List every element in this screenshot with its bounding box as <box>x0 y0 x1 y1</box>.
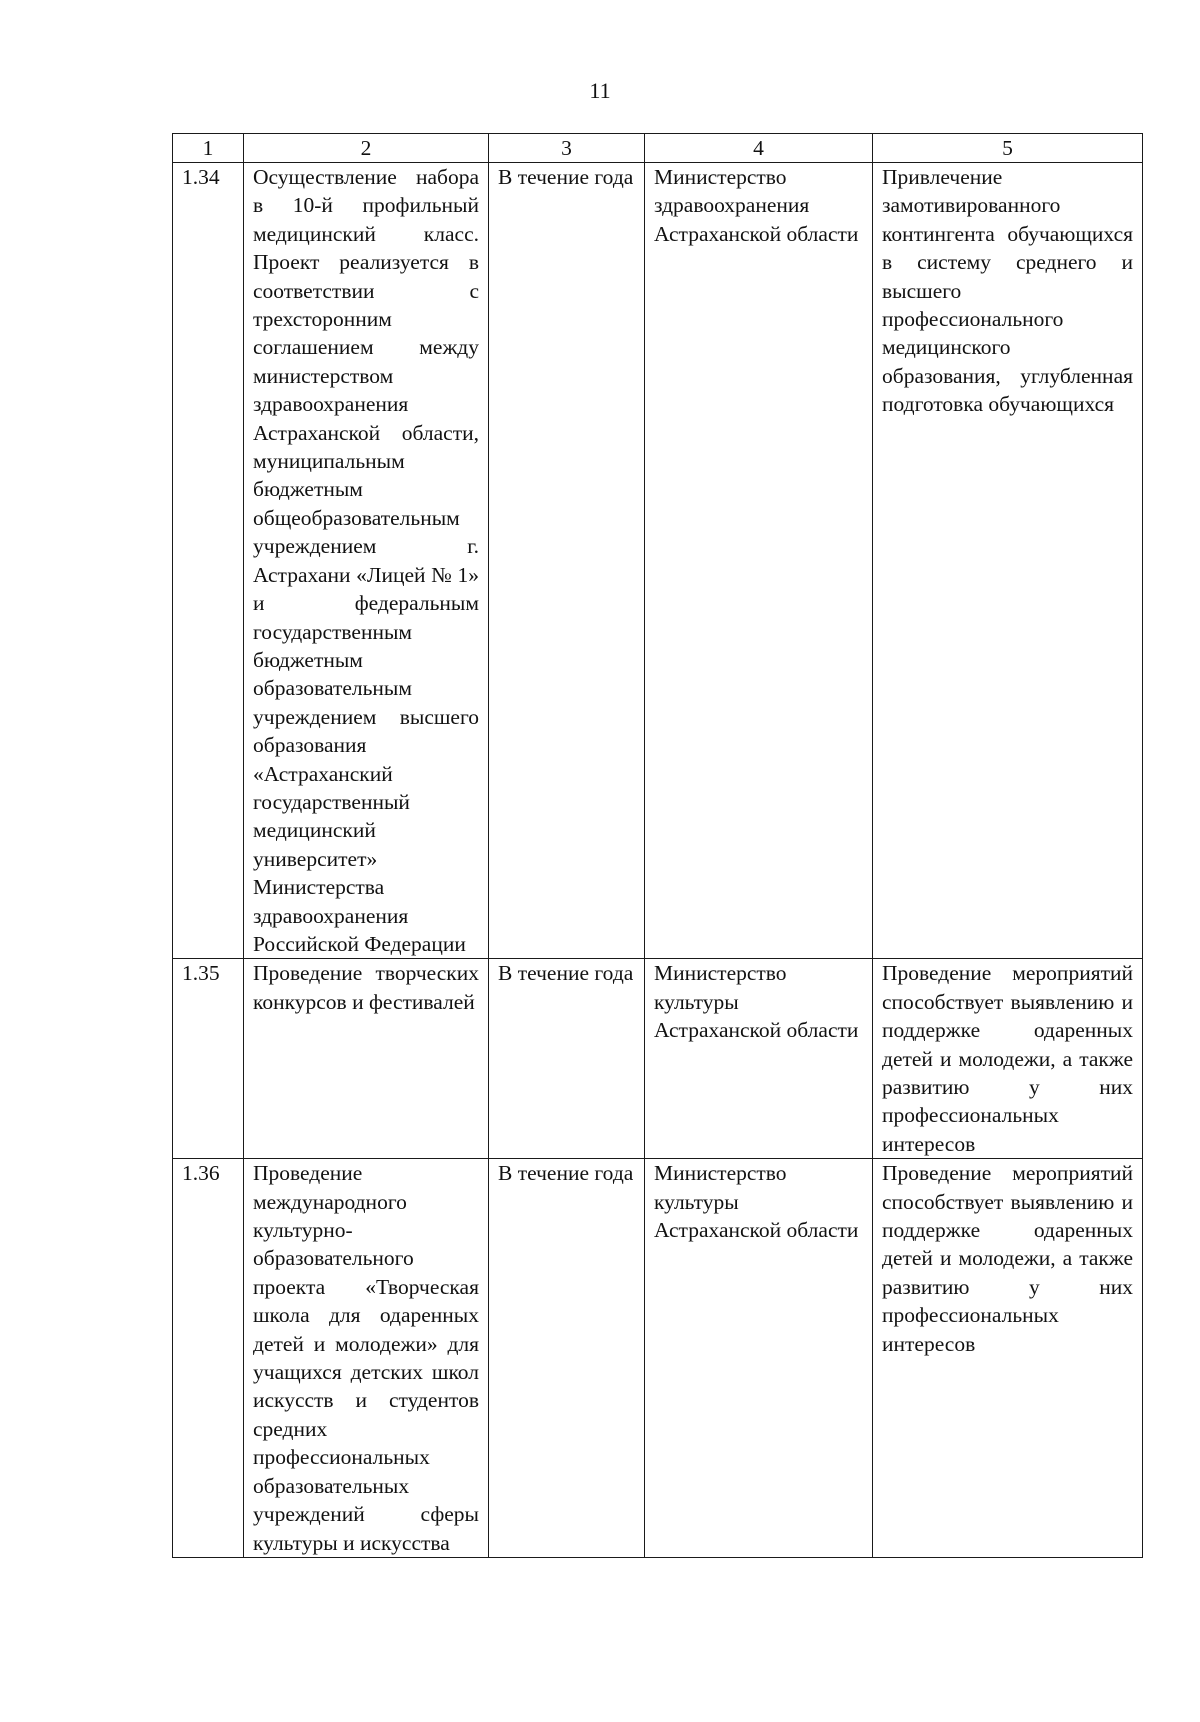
responsible-executor: Министерство культуры Астраханской области <box>645 1159 873 1558</box>
column-number-1: 1 <box>173 134 244 163</box>
column-number-5: 5 <box>873 134 1143 163</box>
table-header-row <box>173 134 1143 163</box>
page-number: 11 <box>589 78 611 103</box>
event-period: В течение года <box>489 959 645 1159</box>
event-description: Проведение творческих конкурсов и фестивалей <box>244 959 489 1159</box>
expected-result: Проведение мероприятий способствует выявлению и поддержке одаренных детей и молодежи, а также развитию у них профессиональных интересов <box>873 959 1143 1159</box>
event-description: Осуществление набора в 10-й профильный медицинский класс. Проект реализуется в соответствии с трехсторонним соглашением между министерством здравоохранения Астраханской области, муниципальным бюджетным общеобразовательным учреждением г. Астрахани «Лицей № 1» и федеральным государственным бюджетным образовательным учреждением высшего образования «Астраханский государственный медицинский университет» Министерства здравоохранения Российской Федерации <box>244 163 489 959</box>
activities-table <box>172 133 1143 1558</box>
expected-result: Проведение мероприятий способствует выявлению и поддержке одаренных детей и молодежи, а также развитию у них профессиональных интересов <box>873 1159 1143 1558</box>
expected-result: Привлечение замотивированного контингента обучающихся в систему среднего и высшего профессионального медицинского образования, углубленная подготовка обучающихся <box>873 163 1143 959</box>
event-period: В течение года <box>489 1159 645 1558</box>
table-row <box>173 1159 1143 1558</box>
event-period: В течение года <box>489 163 645 959</box>
event-description: Проведение международного культурно-образовательного проекта «Творческая школа для одаренных детей и молодежи» для учащихся детских школ искусств и студентов средних профессиональных образовательных учреждений сферы культуры и искусства <box>244 1159 489 1558</box>
column-number-2: 2 <box>244 134 489 163</box>
table-row <box>173 163 1143 959</box>
responsible-executor: Министерство здравоохранения Астраханской области <box>645 163 873 959</box>
table-row <box>173 959 1143 1159</box>
column-number-4: 4 <box>645 134 873 163</box>
row-number: 1.35 <box>173 959 244 1159</box>
column-number-3: 3 <box>489 134 645 163</box>
row-number: 1.36 <box>173 1159 244 1558</box>
row-number: 1.34 <box>173 163 244 959</box>
responsible-executor: Министерство культуры Астраханской области <box>645 959 873 1159</box>
